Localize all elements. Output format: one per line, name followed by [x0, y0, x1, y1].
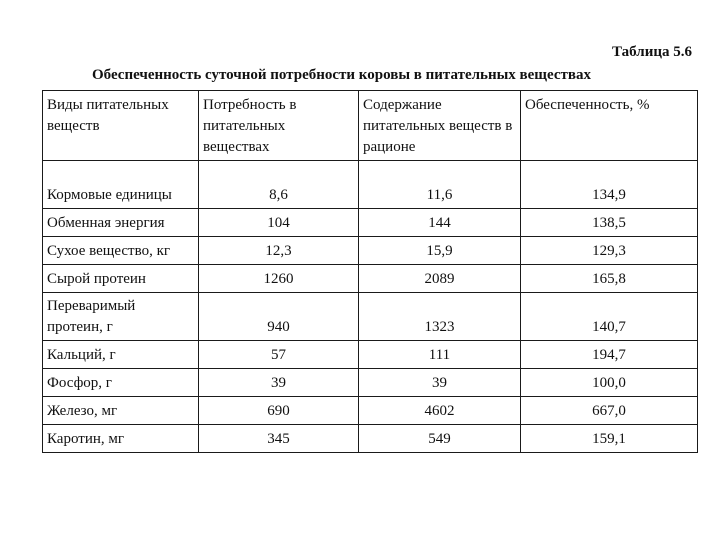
table-row: [43, 397, 698, 425]
header-provision-percent: Обеспеченность, %: [521, 91, 698, 161]
row-provision: 667,0: [521, 397, 698, 425]
row-content: 549: [359, 425, 521, 453]
nutrient-provision-table: [42, 90, 698, 453]
row-content: 4602: [359, 397, 521, 425]
header-requirement: Потребность в питательных веществах: [199, 91, 359, 161]
table-row: [43, 161, 698, 209]
row-name: Каротин, мг: [43, 425, 199, 453]
row-name: Кормовые единицы: [43, 161, 199, 209]
row-need: 940: [199, 293, 359, 341]
table-header-row: [43, 91, 698, 161]
row-content: 111: [359, 341, 521, 369]
row-provision: 129,3: [521, 237, 698, 265]
table-row: [43, 265, 698, 293]
table-number: Таблица 5.6: [612, 44, 692, 60]
row-need: 12,3: [199, 237, 359, 265]
row-provision: 159,1: [521, 425, 698, 453]
table-row: [43, 237, 698, 265]
row-content: 11,6: [359, 161, 521, 209]
row-name: Железо, мг: [43, 397, 199, 425]
table-row: [43, 293, 698, 341]
header-nutrient-type: Виды питательных веществ: [43, 91, 199, 161]
row-need: 690: [199, 397, 359, 425]
row-name: Обменная энергия: [43, 209, 199, 237]
table-row: [43, 341, 698, 369]
row-name: Переваримый протеин, г: [43, 293, 199, 341]
row-name: Фосфор, г: [43, 369, 199, 397]
row-provision: 134,9: [521, 161, 698, 209]
row-content: 2089: [359, 265, 521, 293]
row-content: 144: [359, 209, 521, 237]
row-need: 57: [199, 341, 359, 369]
row-content: 15,9: [359, 237, 521, 265]
row-need: 1260: [199, 265, 359, 293]
row-name: Сухое вещество, кг: [43, 237, 199, 265]
table-row: [43, 425, 698, 453]
row-provision: 100,0: [521, 369, 698, 397]
row-content: 39: [359, 369, 521, 397]
table-row: [43, 209, 698, 237]
row-name: Кальций, г: [43, 341, 199, 369]
row-need: 39: [199, 369, 359, 397]
row-content: 1323: [359, 293, 521, 341]
table-row: [43, 369, 698, 397]
row-provision: 138,5: [521, 209, 698, 237]
row-need: 345: [199, 425, 359, 453]
row-provision: 165,8: [521, 265, 698, 293]
table-title: Обеспеченность суточной потребности коровы в питательных веществах: [92, 67, 591, 83]
row-provision: 194,7: [521, 341, 698, 369]
row-name: Сырой протеин: [43, 265, 199, 293]
row-need: 8,6: [199, 161, 359, 209]
header-ration-content: Содержание питательных веществ в рационе: [359, 91, 521, 161]
row-need: 104: [199, 209, 359, 237]
row-provision: 140,7: [521, 293, 698, 341]
